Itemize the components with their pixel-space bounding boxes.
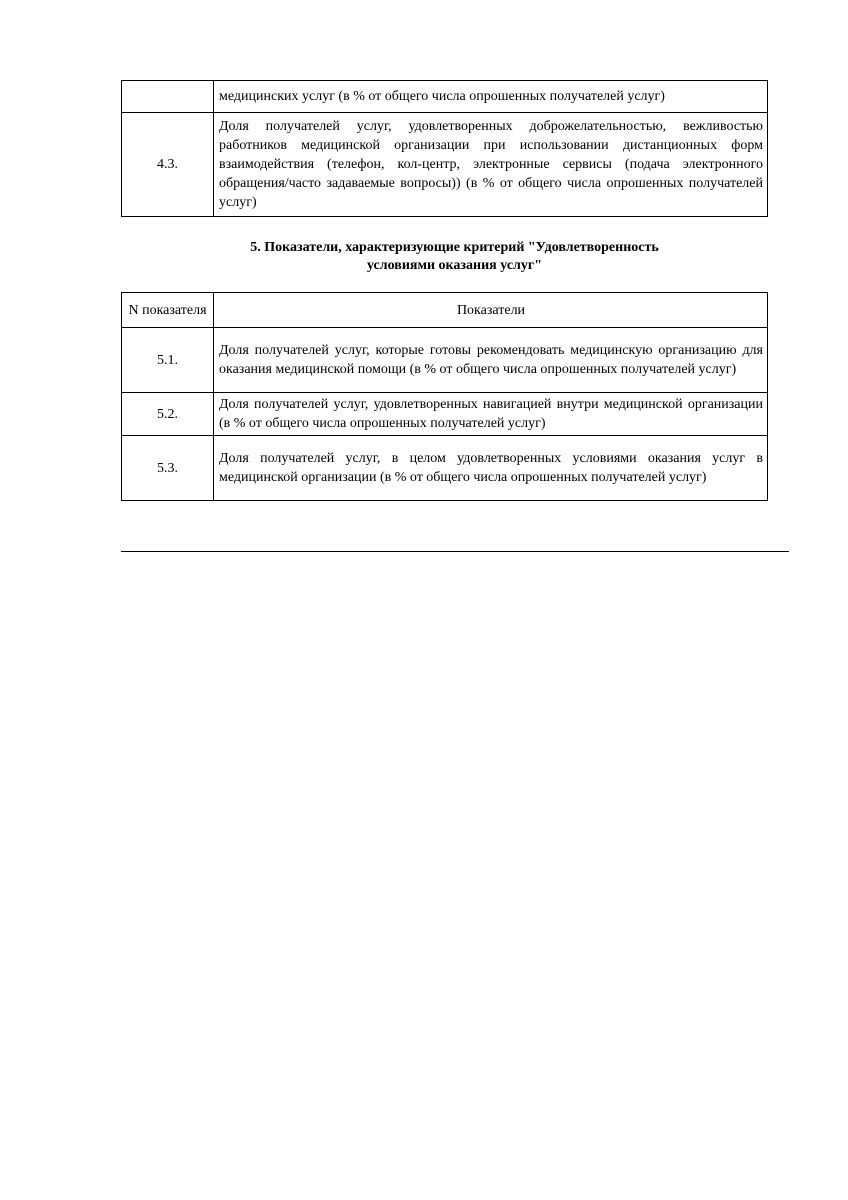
section-5-heading-line-2: условиями оказания услуг" bbox=[366, 258, 543, 273]
table-criterion-4-continued bbox=[121, 80, 768, 217]
row-number-cell: 5.2. bbox=[122, 393, 214, 436]
row-number-cell bbox=[122, 81, 214, 113]
row-number-cell: 5.1. bbox=[122, 328, 214, 393]
table-row bbox=[122, 81, 768, 113]
indicator-text-cell: Доля получателей услуг, удовлетворенных навигацией внутри медицинской организации (в % от общего числа опрошенных получателей услуг) bbox=[214, 393, 768, 436]
indicator-text-cell: медицинских услуг (в % от общего числа опрошенных получателей услуг) bbox=[214, 81, 768, 113]
indicator-text-cell: Доля получателей услуг, которые готовы рекомендовать медицинскую организацию для оказания медицинской помощи (в % от общего числа опрошенных получателей услуг) bbox=[214, 328, 768, 393]
section-5-heading-line-1: 5. Показатели, характеризующие критерий "Удовлетворенность bbox=[250, 240, 659, 255]
indicator-text-cell: Доля получателей услуг, удовлетворенных доброжелательностью, вежливостью работников медицинской организации при использовании дистанционных форм взаимодействия (телефон, кол-центр, электронные сервисы (подача электронного обращения/часто задаваемые вопросы)) (в % от общего числа опрошенных получателей услуг) bbox=[214, 113, 768, 217]
table-row bbox=[122, 328, 768, 393]
table-row bbox=[122, 113, 768, 217]
row-number-cell: 4.3. bbox=[122, 113, 214, 217]
table-row bbox=[122, 436, 768, 501]
section-5-heading bbox=[121, 239, 788, 275]
row-number-cell: 5.3. bbox=[122, 436, 214, 501]
table-row bbox=[122, 393, 768, 436]
end-of-document-rule bbox=[121, 551, 789, 552]
table-criterion-5 bbox=[121, 292, 768, 501]
table-header-row bbox=[122, 293, 768, 328]
column-header-indicators: Показатели bbox=[214, 293, 768, 328]
column-header-number: N показателя bbox=[122, 293, 214, 328]
indicator-text-cell: Доля получателей услуг, в целом удовлетворенных условиями оказания услуг в медицинской организации (в % от общего числа опрошенных получателей услуг) bbox=[214, 436, 768, 501]
